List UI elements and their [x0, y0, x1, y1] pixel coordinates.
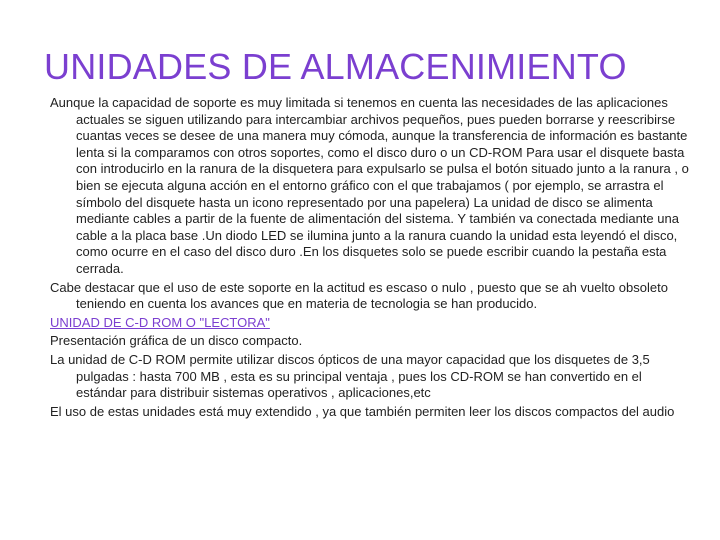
paragraph-cd-presentation: Presentación gráfica de un disco compacto. — [50, 333, 303, 349]
paragraph-floppy-obsolete: Cabe destacar que el uso de este soporte en la actitud es escaso o nulo , puesto que se ah vuelto obsoleto teniendo en cuenta los avances que en materia de tecnologia se han producido. — [50, 279, 668, 312]
paragraph-cdrom-usage: El uso de estas unidades está muy extendido , ya que también permiten leer los discos compactos del audio — [50, 403, 675, 419]
slide-body — [50, 95, 690, 422]
cdrom-link-text[interactable]: UNIDAD DE C-D ROM O "LECTORA" — [50, 314, 270, 330]
cdrom-heading-link[interactable] — [50, 315, 690, 332]
paragraph-cdrom-capacity: La unidad de C-D ROM permite utilizar discos ópticos de una mayor capacidad que los disquetes de 3,5 pulgadas : hasta 700 MB , esta es su principal ventaja , pues los CD-ROM se han convertido en el estándar para distribuir sistemas operativos , aplicaciones,etc — [50, 351, 650, 401]
slide-title: UNIDADES DE ALMACENIMIENTO — [44, 46, 627, 87]
paragraph-floppy-description: Aunque la capacidad de soporte es muy limitada si tenemos en cuenta las necesidades de las aplicaciones actuales se siguen utilizando para intercambiar archivos pequeños, pues pueden borrarse y reescribirse cuantas veces se desee de una manera muy cómoda, aunque la transferencia de información es bastante lenta si la comparamos con otros soportes, como el disco duro o un CD-ROM Para usar el disquete basta con introducirlo en la ranura de la disquetera para expulsarlo se pulsa el botón situado junto a la ranura , o bien se ejecuta alguna acción en el entorno gráfico con el que trabajamos ( por ejemplo, se arrastra el símbolo del disquete hasta un icono representado por una papelera) La unidad de disco se alimenta mediante cables a partir de la fuente de alimentación del sistema. Y también va conectada mediante una cable a la placa base .Un diodo LED se ilumina junto a la ranura cuando la unidad esta leyendó el disco, como ocurre en el caso del disco duro .En los disquetes solo se puede escribir cuando la pestaña esta cerrada. — [50, 95, 689, 276]
